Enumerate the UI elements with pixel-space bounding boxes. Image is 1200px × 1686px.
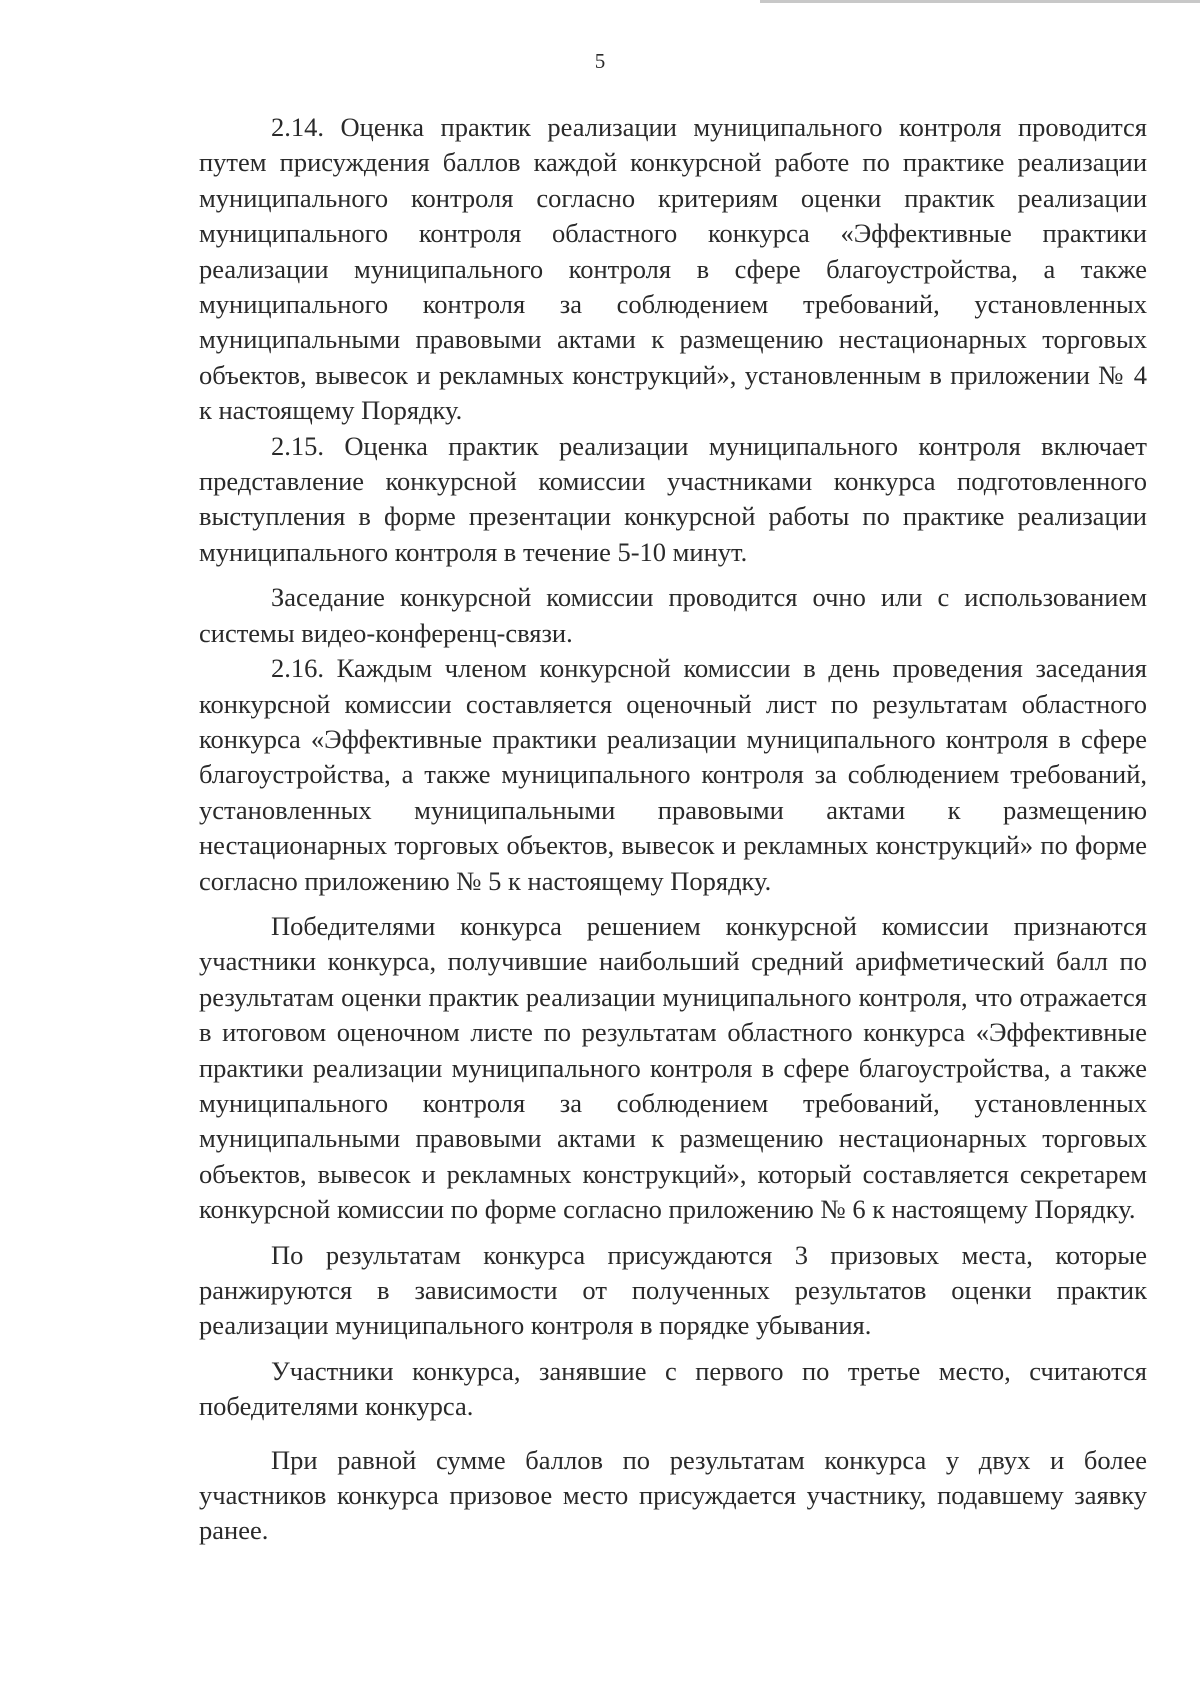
paragraph-session-format: Заседание конкурсной комиссии проводится очно или с использованием системы видео-конференц-связи. [199, 582, 1147, 648]
scan-edge-mark [760, 0, 1200, 3]
paragraph-2-16: 2.16. Каждым членом конкурсной комиссии в день проведения заседания конкурсной комиссии составляется оценочный лист по результатам областного конкурса «Эффективные практики реализации муниципального контроля в сфере благоустройства, а также муниципального контроля за соблюдением требований, установленных муниципальными правовыми актами к размещению нестационарных торговых объектов, вывесок и рекламных конструкций» по форме согласно приложению № 5 к настоящему Порядку. [199, 653, 1147, 896]
paragraph-equal-score: При равной сумме баллов по результатам конкурса у двух и более участников конкурса призовое место присуждается участнику, подавшему заявку ранее. [199, 1444, 1147, 1546]
paragraph-prize-places: По результатам конкурса присуждаются 3 призовых места, которые ранжируются в зависимости от полученных результатов оценки практик реализации муниципального контроля в порядке убывания. [199, 1239, 1147, 1341]
document-body [199, 110, 1147, 1549]
paragraph-2-15: 2.15. Оценка практик реализации муниципального контроля включает представление конкурсной комиссии участниками конкурса подготовленного выступления в форме презентации конкурсной работы по практике реализации муниципального контроля в течение 5-10 минут. [199, 430, 1147, 567]
paragraph-2-14: 2.14. Оценка практик реализации муниципального контроля проводится путем присуждения баллов каждой конкурсной работе по практике реализации муниципального контроля согласно критериям оценки практик реализации муниципального контроля областного конкурса «Эффективные практики реализации муниципального контроля в сфере благоустройства, а также муниципального контроля за соблюдением требований, установленных муниципальными правовыми актами к размещению нестационарных торговых объектов, вывесок и рекламных конструкций», установленным в приложении № 4 к настоящему Порядку. [199, 112, 1147, 426]
page-number: 5 [594, 49, 606, 73]
paragraph-first-to-third: Участники конкурса, занявшие с первого по третье место, считаются победителями конкурса. [199, 1355, 1147, 1422]
paragraph-winners: Победителями конкурса решением конкурсной комиссии признаются участники конкурса, получившие наибольший средний арифметический балл по результатам оценки практик реализации муниципального контроля, что отражается в итоговом оценочном листе по результатам областного конкурса «Эффективные практики реализации муниципального контроля в сфере благоустройства, а также муниципального контроля за соблюдением требований, установленных муниципальными правовыми актами к размещению нестационарных торговых объектов, вывесок и рекламных конструкций», который составляется секретарем конкурсной комиссии по форме согласно приложению № 6 к настоящему Порядку. [199, 910, 1147, 1225]
